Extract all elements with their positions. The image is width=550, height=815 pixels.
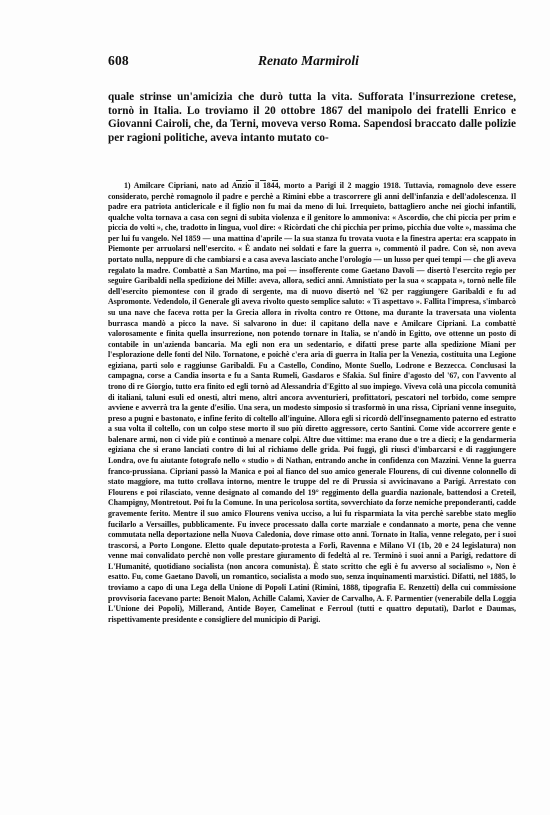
page-number: 608 bbox=[108, 53, 129, 68]
footnote-text: Amilcare Cipriani, nato ad Anzio il 1844, morto a Parigi il 2 maggio 1918. Tuttavia, romagnolo deve essere considerato, perchè romagnolo il padre e perchè a Rimini ebbe a trascorrere gli anni dell'infanzia e dell'adolescenza. Il padre era patriota anticlericale e il figlio non fu mai da meno di lui. Irrequieto, battagliero anche nei giochi infantili, qualche volta tornava a casa con segni di subita violenza e il genitore lo ammoniva: « Ascordio, che chi piccia per prim e piccia do volti », che, tradotto in lingua, vuol dire: « Ricòrdati che chi picchia per primo, picchia due volte », massima che per lui fu vangelo. Nel 1859 — una mattina d'aprile — la sua stanza fu trovata vuota e la finestra aperta: era scappato in Piemonte per arruolarsi nell'esercito. « È andato nei soldati e fare la guerra », commentò il padre. Con sè, non aveva portato nulla, neppure di che cambiarsi e a casa aveva lasciato anche l'orologio — un lusso per quei tempi — che gli aveva regalato la madre. Combattè a San Martino, ma poi — insofferente come Gaetano Davoli — disertò l'esercito regio per seguire Garibaldi nella spedizione dei Mille: aveva, allora, sedici anni. Amnistiato per la sua « scappata », tornò nelle file dell'esercito piemontese con il grado di sergente, ma di nuovo disertò nel '62 per raggiungere Garibaldi e fu ad Aspromonte. Vedendolo, il Generale gli aveva rivolto questo semplice saluto: « Ti aspettavo ». Fallita l'impresa, s'imbarcò su una nave che faceva rotta per la Grecia allora in rivolta contro re Ottone, ma durante la traversata una violenta burrasca mandò a picco la nave. Si salvarono in due: il capitano della nave e Amilcare Cipriani. La combattè valorosamente e finita quella insurrezione, non potendo tornare in Italia, se n'andò in Egitto, ove ottenne un posto di contabile in un'azienda bancaria. Ma egli non era un sedentario, e difatti prese parte alla spedizione Miani per l'esplorazione delle fonti del Nilo. Tornatone, e poichè c'era aria di guerra in Italia per la Venezia, costituita una Legione egiziana, partì solo e raggiunse Garibaldi. Fu a Castello, Condino, Monte Suello, Lodrone e Bezzecca. Conclusasi la campagna, corse a Candia insorta e fu a Santa Rumeli, Gasdaros e Sfakia. Sul finire d'agosto del '67, con l'avvento al trono di re Giorgio, tutto era finito ed egli tornò ad Alessandria d'Egitto al suo impiego. Viveva colà una piccola comunità di italiani, taluni esuli ed onesti, altri meno, altri ancora avventurieri, profittatori, pescatori nel torbido, come sempre avviene e avverrà tra la gente d'esilio. Una sera, un modesto simposio si trasformò in una rissa, Cipriani venne inseguito, preso a pugni e bastonato, e infine ferito di coltello all'inguine. Allora egli si ricordò dell'insegnamento paterno ed estratto a sua volta il coltello, con un colpo stese morto il suo più diretto aggressore, certo Santini. Come vide accorrere gente e balenare armi, non ci vide più e continuò a menare colpi. Altre due vittime: ma erano due o tre a dieci; e la gendarmeria egiziana che si erano lanciati contro di lui al richiamo delle grida. Poi fuggì, gli riuscì d'imbarcarsi e di raggiungere Londra, ove fu aiutante fotografo nello « studio » di Nathan, entrando anche in confidenza con Mazzini. Venne la guerra franco-prussiana. Cipriani passò la Manica e poi al fianco del suo amico generale Flourens, di cui divenne colonnello di stato maggiore, ma tutto crollava intorno, mentre le truppe del re di Prussia si avvicinavano a Parigi. Arrestato con Flourens e poi rilasciato, venne designato al comando del 19° reggimento della guardia nazionale, battendosi a Creteil, Champigny, Montretout. Poi fu la Comune. In una pericolosa sortita, sovverchiato da forze nemiche preponderanti, cadde gravemente ferito. Mentre il suo amico Flourens veniva ucciso, a lui fu risparmiata la vita perchè sarebbe stato meglio fucilarlo a Versailles, pubblicamente. Fu invece processato dalla corte marziale e condannato a morte, pena che venne commutata nella deportazione nella Nuova Caledonia, dove rimase otto anni. Tornato in Italia, venne relegato, per i suoi trascorsi, a Porto Longone. Eletto quale deputato-protesta a Forlì, Ravenna e Milano VI (1b, 20 e 24 legislatura) non venne mai convalidato perchè non volle prestare giuramento di fedeltà al re. Terminò i suoi anni a Parigi, redattore di L'Humanité, quotidiano socialista (non ancora comunista). È stato scritto che egli è fu avverso al socialismo », Non è esatto. Fu, come Gaetano Davoli, un romantico, socialista a modo suo, senza inquinamenti marxistici. Difatti, nel 1885, lo troviamo a capo di una Lega della Unione di Popoli Latini (Rimini, 1888, tipografia E. Renzetti) della cui commissione provvisoria facevano parte: Benoit Malon, Achille Calami, Xavier de Carvalho, A. F. Parmentier (venerabile della Loggia L'Unione dei Popoli), Millerand, Antide Boyer, Camelinat e Ferroul (tutti e quattro deputati), Darlot e Daumas, rispettivamente presidente e consigliere del municipio di Parigi. bbox=[108, 181, 516, 624]
running-head: Renato Marmiroli bbox=[258, 53, 359, 68]
body-paragraph bbox=[108, 91, 516, 145]
footnote-paragraph bbox=[108, 181, 516, 625]
page-header bbox=[108, 53, 516, 71]
footnote bbox=[108, 181, 516, 625]
footnote-label: 1) bbox=[124, 181, 131, 190]
footnote-separator bbox=[236, 168, 296, 169]
body-text: quale strinse un'amicizia che durò tutta la vita. Sufforata l'insurrezione cretese, tornò in Italia. Lo troviamo il 20 ottobre 1867 del manipolo dei fratelli Enrico e Giovanni Cairoli, che, da Terni, moveva verso Roma. Sapendosi braccato dalle polizie per ragioni politiche, aveva intanto mutato co- bbox=[108, 91, 516, 144]
